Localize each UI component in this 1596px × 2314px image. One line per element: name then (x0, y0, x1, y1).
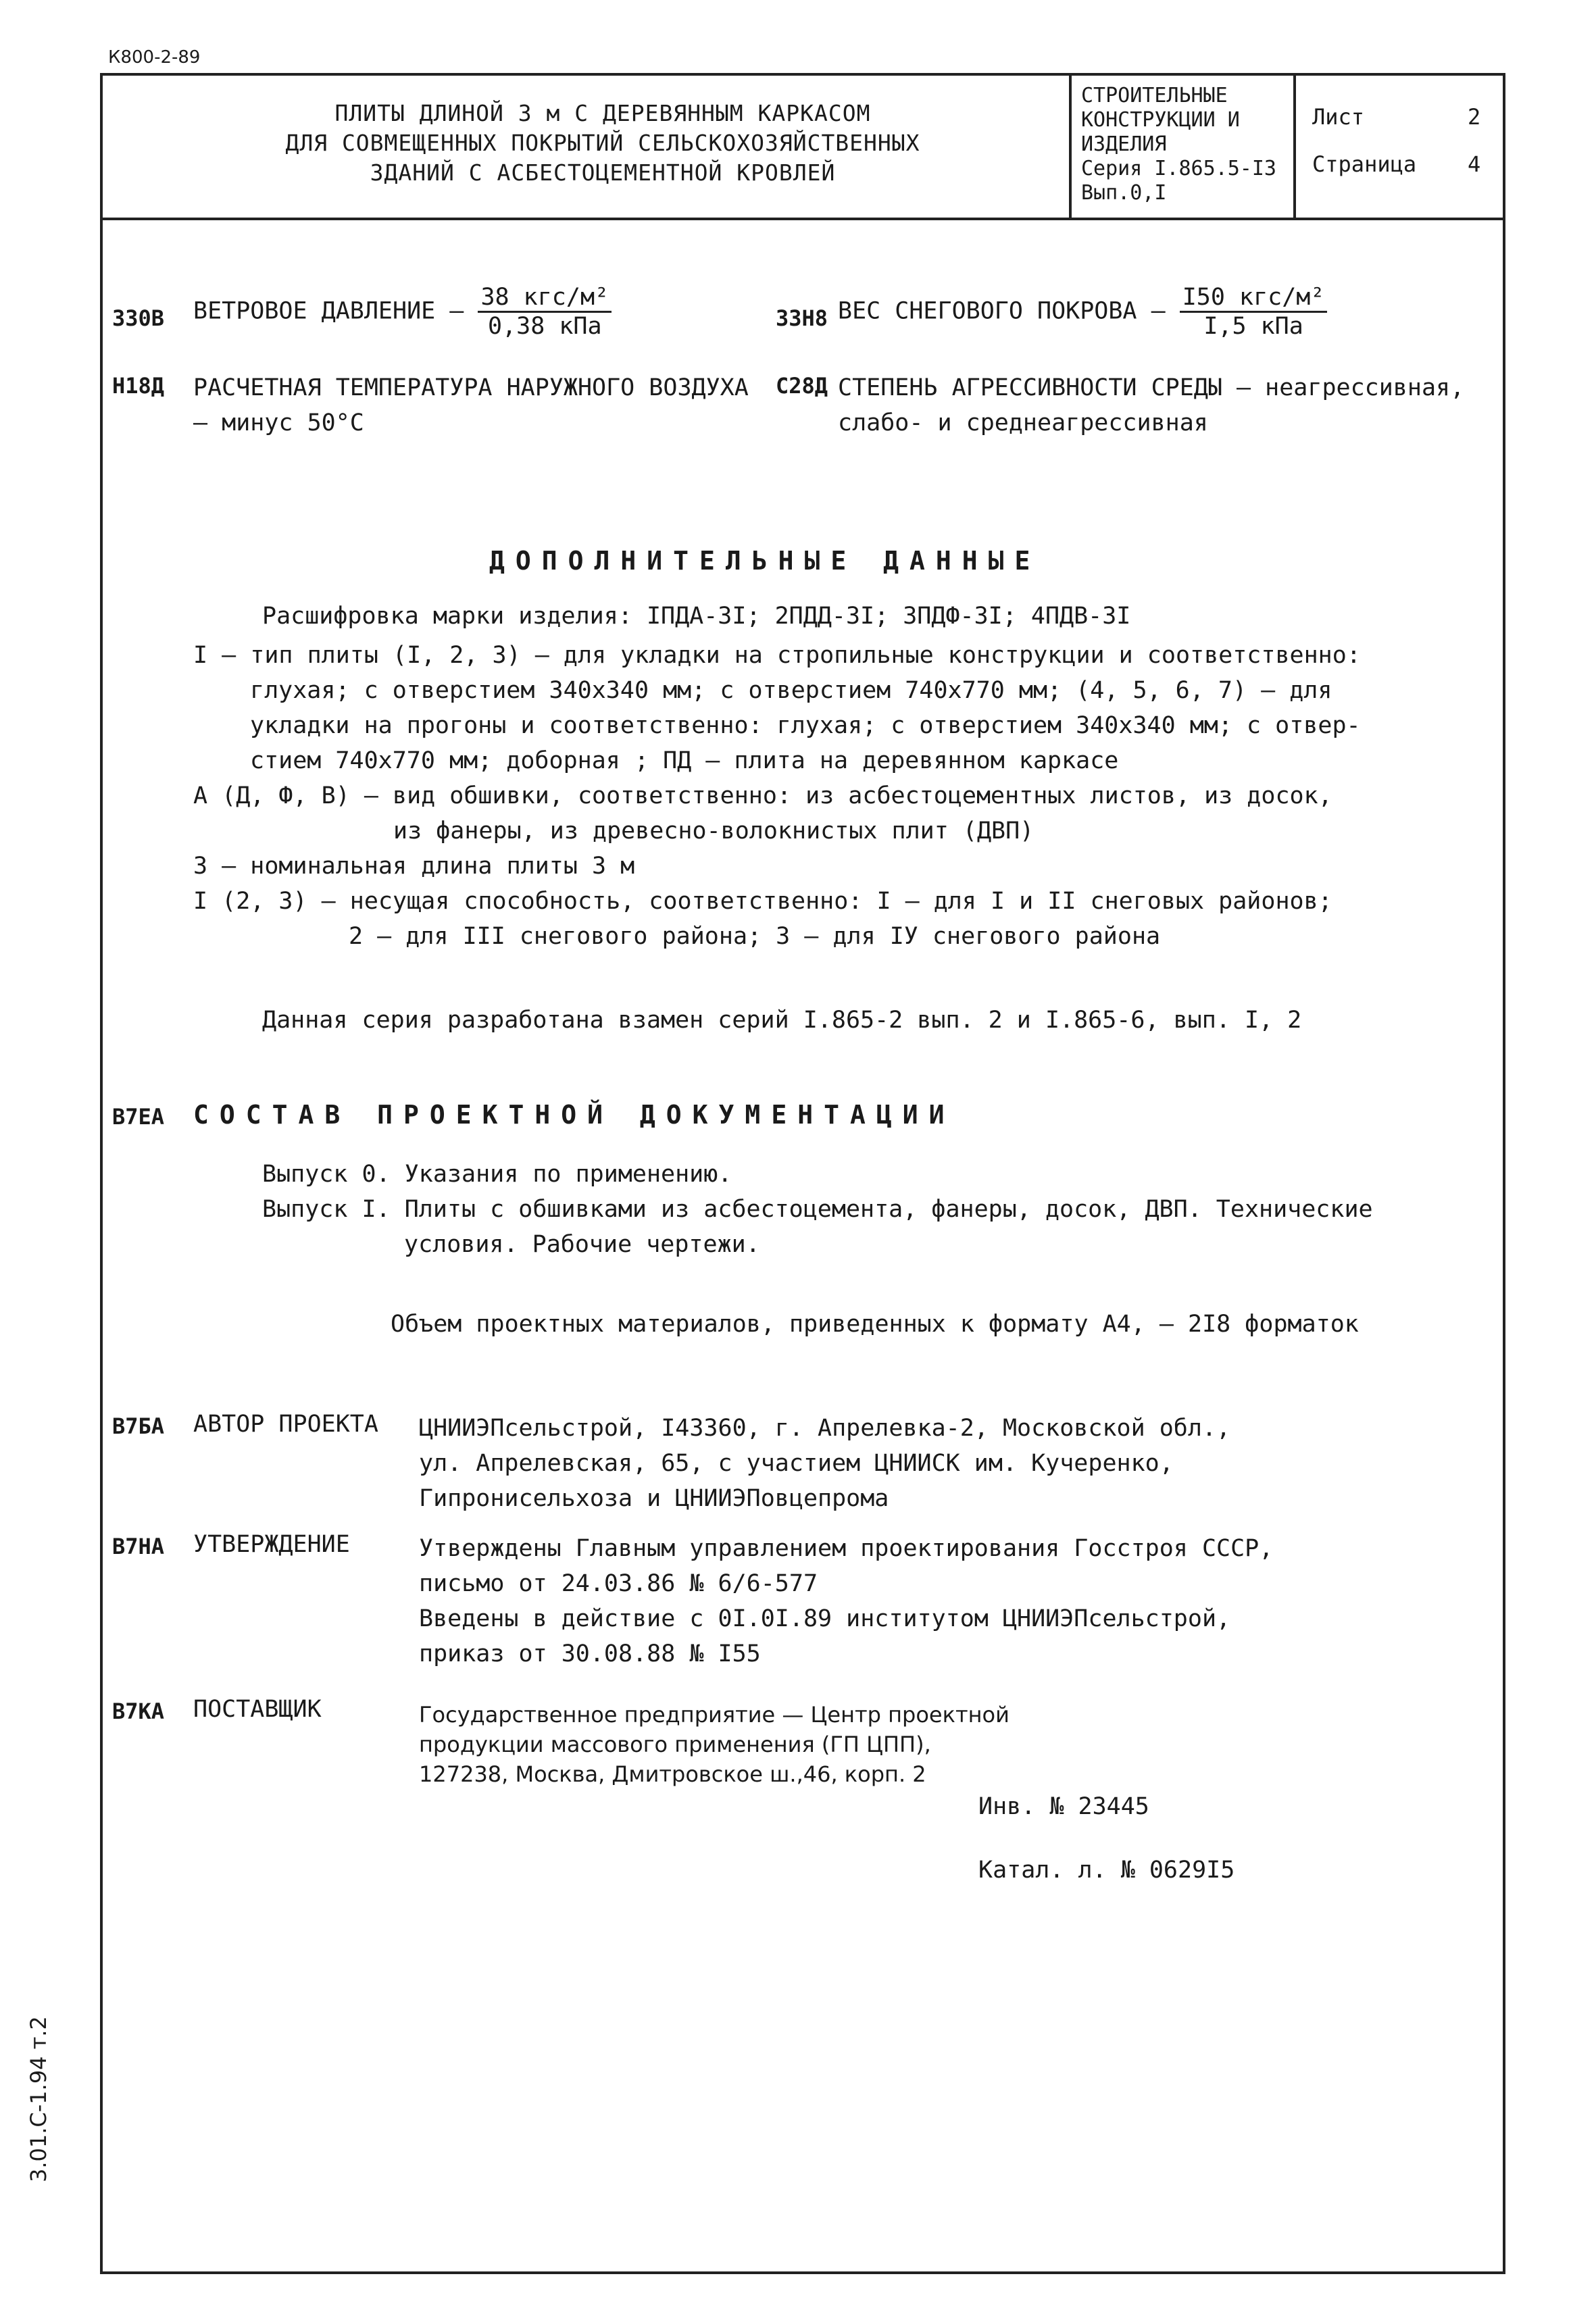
marking-decoding: Расшифровка марки изделия: IПДА-3I; 2ПДД-3I; 3ПДФ-3I; 4ПДВ-3I (262, 603, 1131, 630)
sheet-number: Лист 2 (1312, 104, 1481, 130)
wind-pressure: ВЕТРОВОЕ ДАВЛЕНИЕ – $\frac{\text{38 кгс/м²}}{\text{0,38 кПа}}$ (193, 284, 612, 340)
side-reference: 3.01.С-1.94 т.2 (26, 2016, 51, 2182)
code-mark: В7НА (112, 1534, 165, 1559)
title-block (103, 76, 1503, 220)
supplier-label: ПОСТАВЩИК (193, 1696, 322, 1723)
title-divider (1293, 76, 1296, 218)
replacement-note: Данная серия разработана взамен серий I.865-2 вып. 2 и I.865-6, вып. I, 2 (262, 1007, 1302, 1034)
author-details: ЦНИИЭПсельстрой, I43360, г. Апрелевка-2, Московской обл., ул. Апрелевская, 65, с участием ЦНИИСК им. Кучеренко, Гипронисельхоза и ЦНИИЭПовцепрома (419, 1415, 1231, 1512)
code-mark: 330В (112, 305, 165, 331)
section-heading-additional: ДОПОЛНИТЕЛЬНЫЕ ДАННЫЕ (489, 546, 1041, 576)
document-title: ПЛИТЫ ДЛИНОЙ 3 м С ДЕРЕВЯННЫМ КАРКАСОМ ДЛЯ СОВМЕЩЕННЫХ ПОКРЫТИЙ СЕЛЬСКОХОЗЯЙСТВЕННЫХ ЗДАНИЙ С АСБЕСТОЦЕМЕНТНОЙ КРОВЛЕЙ (285, 100, 920, 186)
issues-list: Выпуск 0. Указания по применению. Выпуск I. Плиты с обшивками из асбестоцемента, фанеры, досок, ДВП. Технические условия. Рабочие чертежи. (262, 1161, 1373, 1258)
approval-details: Утверждены Главным управлением проектирования Госстроя СССР, письмо от 24.03.86 № 6/6-577 Введены в действие с 0I.0I.89 институтом ЦНИИЭПсельстрой, приказ от 30.08.88 № I55 (419, 1535, 1274, 1667)
code-mark: С28Д (776, 373, 828, 399)
title-divider (1069, 76, 1072, 218)
section-heading-composition: СОСТАВ ПРОЕКТНОЙ ДОКУМЕНТАЦИИ (193, 1100, 955, 1130)
page-number: Страница 4 (1312, 151, 1481, 177)
approval-label: УТВЕРЖДЕНИЕ (193, 1531, 350, 1558)
code-mark: Н18Д (112, 373, 165, 399)
supplier-details: Государственное предприятие — Центр проектной продукции массового применения (ГП ЦПП), 127238, Москва, Дмитровское ш.,46, корп. 2 (419, 1702, 1009, 1787)
marking-explanation: I – тип плиты (I, 2, 3) – для укладки на стропильные конструкции и соответственно: глухая; с отверстием 340х340 мм; с отверстием 740х770 мм; (4, 5, 6, 7) – для укладки на прогоны и соответственно: глухая; с отверстием 340х340 мм; с отвер- стием 740х770 мм; доборная ; ПД – плита на деревянном каркасе А (Д, Ф, В) – вид обшивки, соответственно: из асбестоцементных листов, из досок, из фанеры, из древесно-волокнистых плит (ДВП) 3 – номинальная длина плиты 3 м I (2, 3) – несущая способность, соответственно: I – для I и II снеговых районов; 2 – для III снегового района; 3 – для IУ снегового района (193, 642, 1361, 950)
aggressiveness: СТЕПЕНЬ АГРЕССИВНОСТИ СРЕДЫ – неагрессивная, слабо- и среднеагрессивная (838, 374, 1465, 436)
catalog-sheet-number: Катал. л. № 0629I5 (978, 1857, 1235, 1884)
snow-load: ВЕС СНЕГОВОГО ПОКРОВА – $\frac{\text{I50 кгс/м²}}{\text{I,5 кПа}}$ (838, 284, 1327, 340)
volume-note: Объем проектных материалов, приведенных к формату А4, – 2I8 форматок (391, 1311, 1359, 1338)
code-mark: В7БА (112, 1413, 165, 1439)
inventory-number: Инв. № 23445 (978, 1793, 1149, 1820)
design-temperature: РАСЧЕТНАЯ ТЕМПЕРАТУРА НАРУЖНОГО ВОЗДУХА – минус 50°С (193, 374, 749, 436)
snow-load-value: $\frac{\text{I50 кгс/м²}}{\text{I,5 кПа}}$ (1180, 284, 1328, 340)
code-mark: 33Н8 (776, 305, 828, 331)
document-code: К800-2-89 (108, 47, 201, 68)
series-info: СТРОИТЕЛЬНЫЕ КОНСТРУКЦИИ И ИЗДЕЛИЯ Серия I.865.5-I3 Вып.0,I (1081, 84, 1276, 205)
author-label: АВТОР ПРОЕКТА (193, 1411, 378, 1438)
wind-pressure-value: $\frac{\text{38 кгс/м²}}{\text{0,38 кПа}}$ (478, 284, 612, 340)
code-mark: В7ЕА (112, 1104, 165, 1130)
code-mark: В7КА (112, 1699, 165, 1724)
